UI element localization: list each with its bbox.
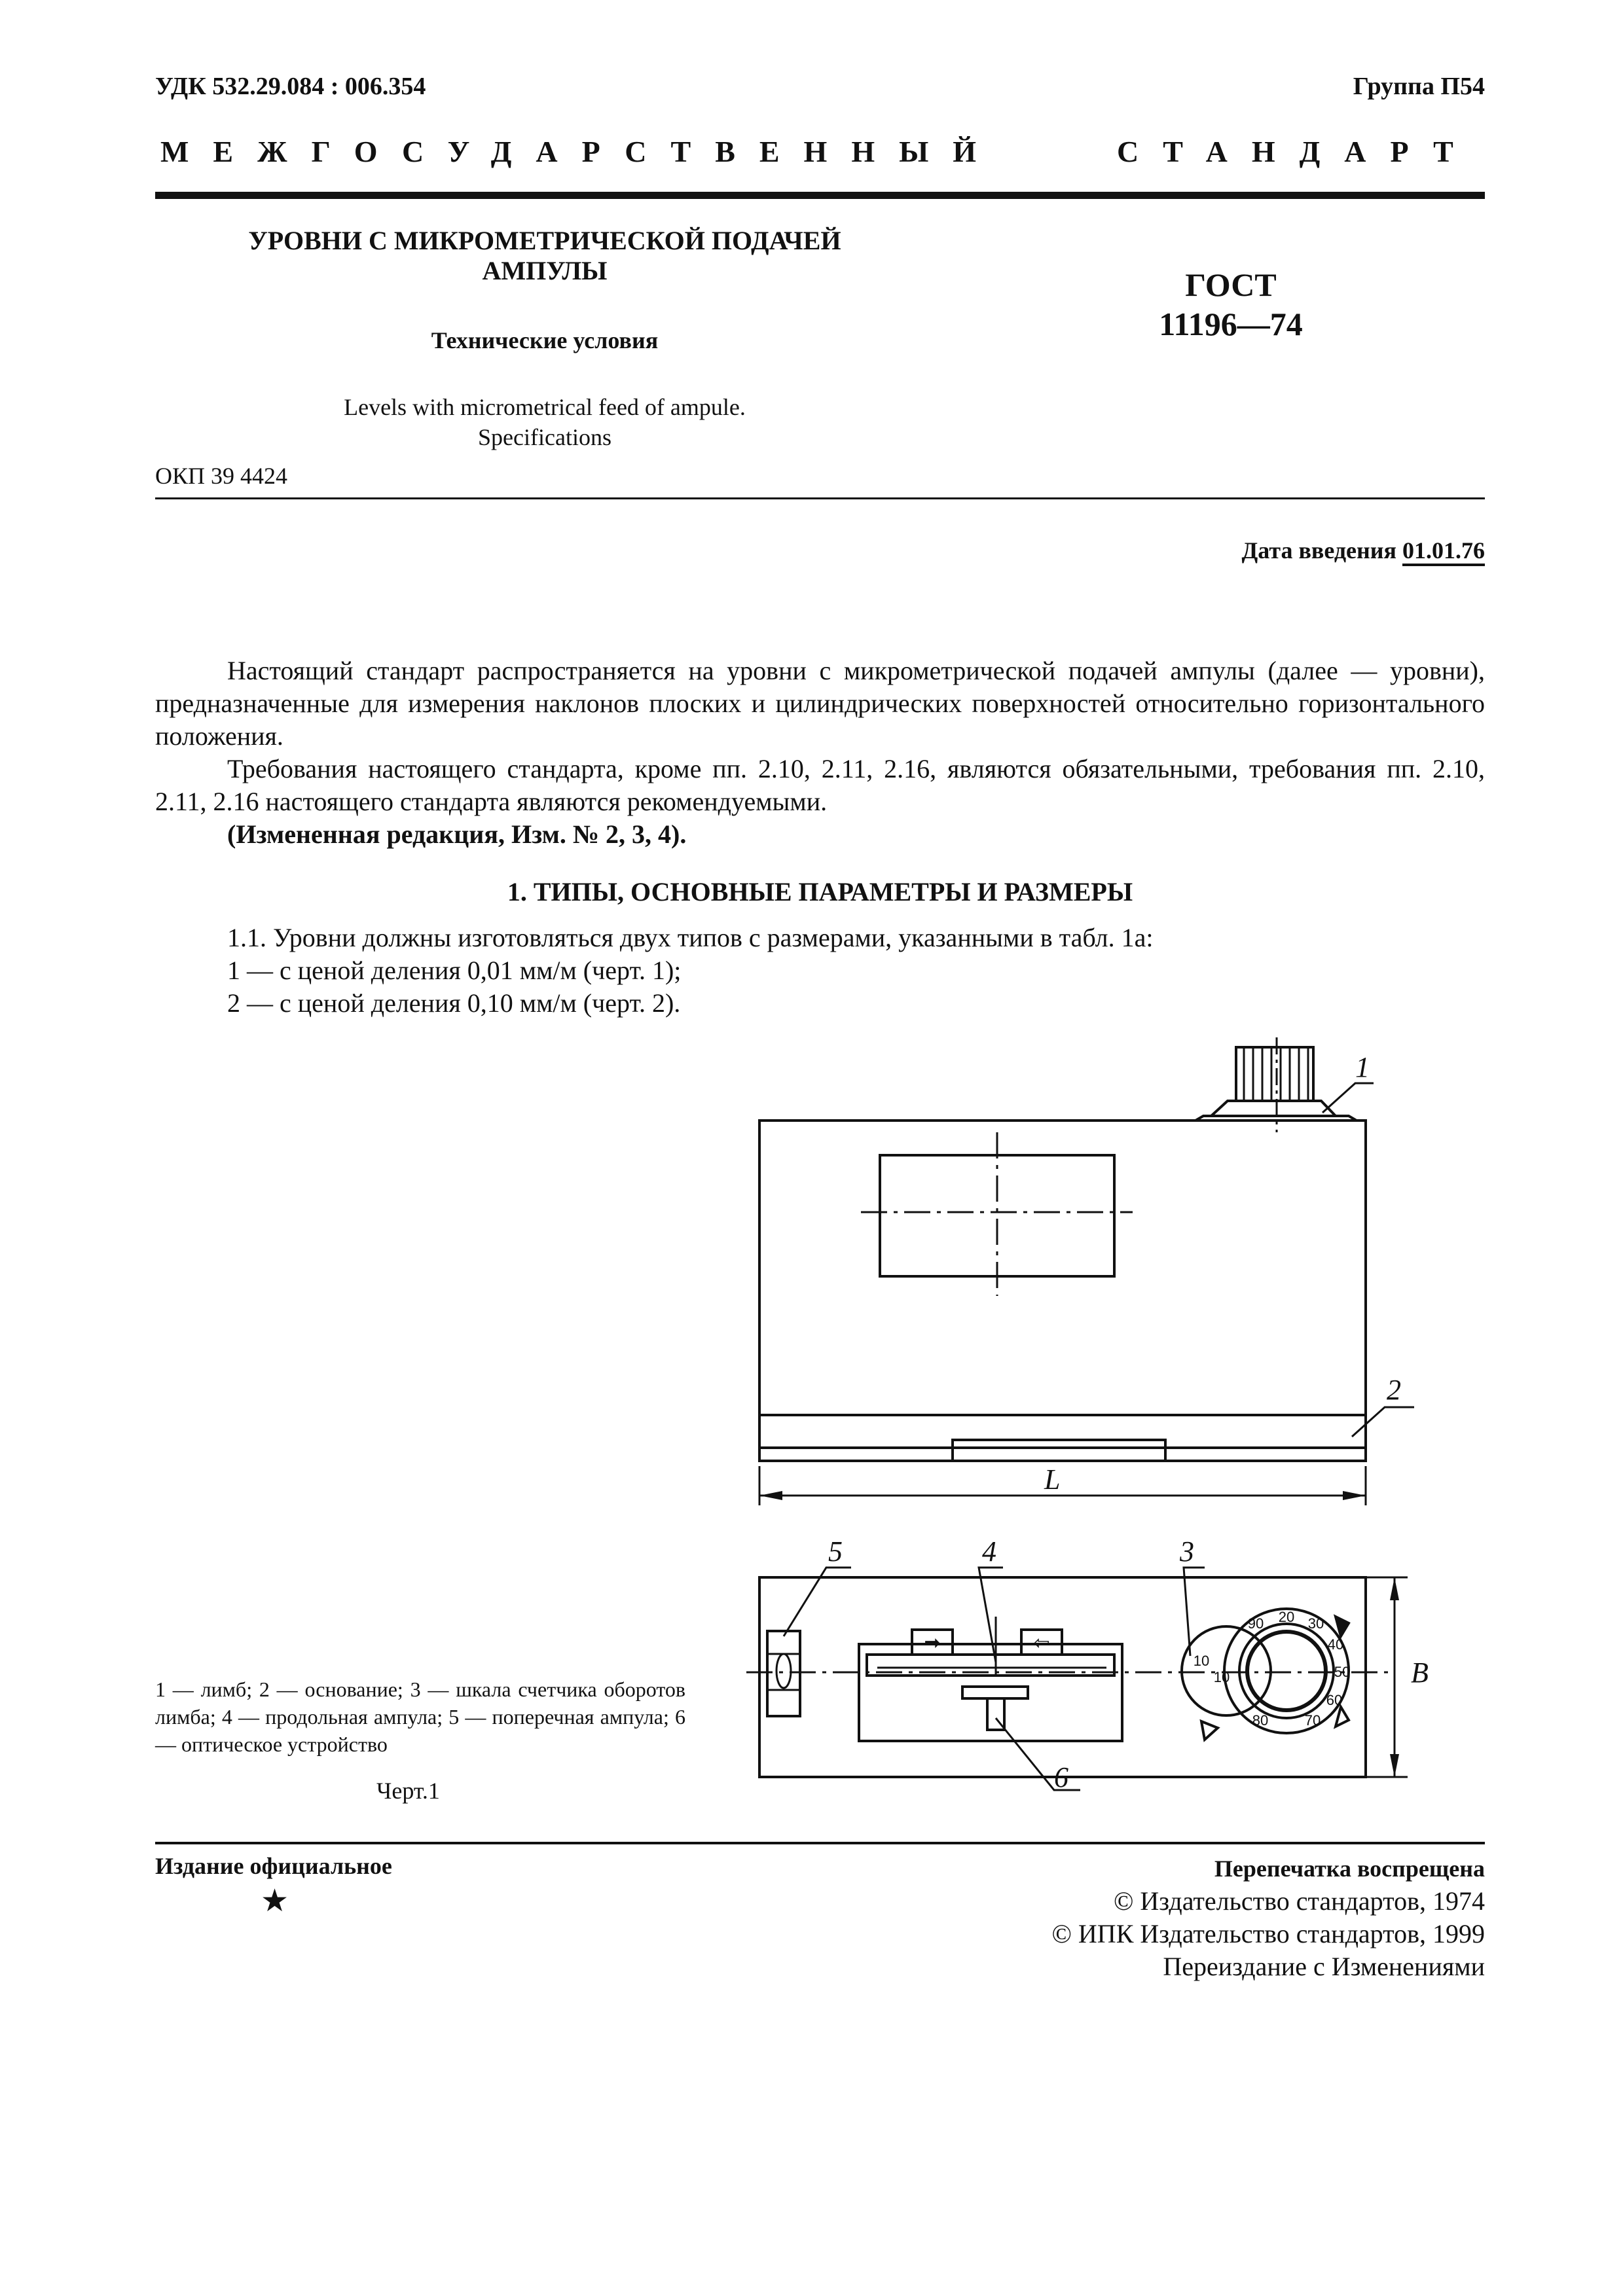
dimension-L-label: L: [1044, 1463, 1061, 1496]
okp-code: ОКП 39 4424: [155, 463, 288, 489]
knob-base: [1211, 1101, 1336, 1116]
banner-interstate: МЕЖГОСУДАРСТВЕННЫЙ: [160, 135, 1001, 168]
figure-legend: 1 — лимб; 2 — основание; 3 — шкала счетчика оборотов лимба; 4 — продольная ампула; 5 — поперечная ампула; 6 — оптическое устройство: [155, 1677, 685, 1756]
gost-label: ГОСТ: [1185, 266, 1277, 303]
arrow-left-icon: ⇦: [1033, 1632, 1050, 1655]
title-en-line1: Levels with micrometrical feed of ampule.: [344, 394, 746, 420]
paragraph-requirements: Требования настоящего стандарта, кроме пп. 2.10, 2.11, 2.16, являются обязательными, требования пп. 2.10, 2.11, 2.16 настоящего стандарта являются рекомендуемыми.: [155, 754, 1485, 816]
index-triangle: [1201, 1721, 1218, 1740]
level-body-top: [759, 1577, 1366, 1777]
reissue-note: Переиздание с Изменениями: [1163, 1952, 1485, 1981]
callout-5: 5: [828, 1535, 843, 1568]
callout-6: 6: [1054, 1761, 1068, 1793]
group-code: Группа П54: [1353, 73, 1485, 100]
title-ru-line2: АМПУЛЫ: [482, 256, 608, 285]
dial-tick-5: 70: [1304, 1712, 1321, 1729]
paragraph-1-1: 1.1. Уровни должны изготовляться двух типов с размерами, указанными в табл. 1а:: [227, 923, 1154, 952]
copyright-1999: © ИПК Издательство стандартов, 1999: [1051, 1919, 1485, 1948]
cross-ampule: [767, 1631, 800, 1716]
date-label: Дата введения: [1241, 537, 1396, 564]
front-window: [880, 1155, 1114, 1276]
leader-1: [1322, 1083, 1374, 1113]
dial-tick-7: 90: [1247, 1615, 1264, 1632]
copyright-1974: © Издательство стандартов, 1974: [1113, 1886, 1485, 1916]
leader-4: [979, 1568, 1003, 1662]
imprint: [1052, 1852, 1485, 1983]
leader-3: [1184, 1568, 1205, 1656]
callout-3: 3: [1180, 1535, 1194, 1568]
callout-2: 2: [1387, 1374, 1401, 1406]
date-value: 01.01.76: [1402, 537, 1485, 566]
section-heading-1: 1. ТИПЫ, ОСНОВНЫЕ ПАРАМЕТРЫ И РАЗМЕРЫ: [507, 877, 1133, 906]
dial-small-tick-0: 10: [1193, 1653, 1210, 1669]
title-ru-line1: УРОВНИ С МИКРОМЕТРИЧЕСКОЙ ПОДАЧЕЙ: [248, 226, 841, 255]
title-en-line2: Specifications: [478, 424, 611, 450]
paragraph-type-1: 1 — с ценой деления 0,01 мм/м (черт. 1);: [227, 956, 682, 985]
callout-1: 1: [1355, 1051, 1370, 1083]
dial-tick-4: 60: [1326, 1692, 1343, 1708]
paragraph-type-2: 2 — с ценой деления 0,10 мм/м (черт. 2).: [227, 988, 681, 1018]
limb-scale-inner: [1239, 1624, 1334, 1718]
paragraph-scope: Настоящий стандарт распространяется на уровни с микрометрической подачей ампулы (далее — уровни), предназначенные для измерения наклонов плоских и цилиндрических поверхностей относительно горизонтального положения.: [155, 656, 1485, 751]
star-icon: ★: [261, 1884, 289, 1918]
limb-scale-outer: [1224, 1609, 1349, 1733]
arrow-right-icon: ➡: [924, 1632, 941, 1655]
dial-tick-6: 80: [1252, 1712, 1269, 1729]
callout-4: 4: [982, 1535, 996, 1568]
paragraph-amendment: (Измененная редакция, Изм. № 2, 3, 4).: [227, 819, 687, 849]
dimension-B-label: B: [1411, 1657, 1429, 1689]
direction-arrow-open-icon: [1336, 1707, 1349, 1727]
footer-rule: [155, 1842, 1485, 1844]
dial-small-tick-1: 10: [1213, 1669, 1230, 1685]
level-body-front: [759, 1121, 1366, 1448]
official-edition: Издание официальное: [155, 1853, 392, 1879]
dial-tick-0: 20: [1278, 1609, 1295, 1625]
udk-code: УДК 532.29.084 : 006.354: [155, 73, 426, 100]
gost-number: 11196—74: [1159, 306, 1303, 342]
leader-2: [1352, 1407, 1414, 1437]
optics-bridge: [962, 1687, 1028, 1698]
base-profile: [759, 1440, 1366, 1461]
longitudinal-ampule-housing: [859, 1644, 1122, 1741]
longitudinal-ampule: [867, 1655, 1114, 1676]
banner-standard: СТАНДАРТ: [1117, 135, 1478, 168]
dial-tick-2: 40: [1327, 1636, 1344, 1653]
limb-knob: [1236, 1047, 1313, 1101]
subtitle: Технические условия: [431, 327, 659, 353]
reprint-notice: Перепечатка воспрещена: [1214, 1856, 1485, 1882]
dial-tick-1: 30: [1307, 1615, 1324, 1632]
figure-caption: Черт.1: [376, 1778, 440, 1804]
dial-tick-3: 50: [1334, 1664, 1351, 1680]
